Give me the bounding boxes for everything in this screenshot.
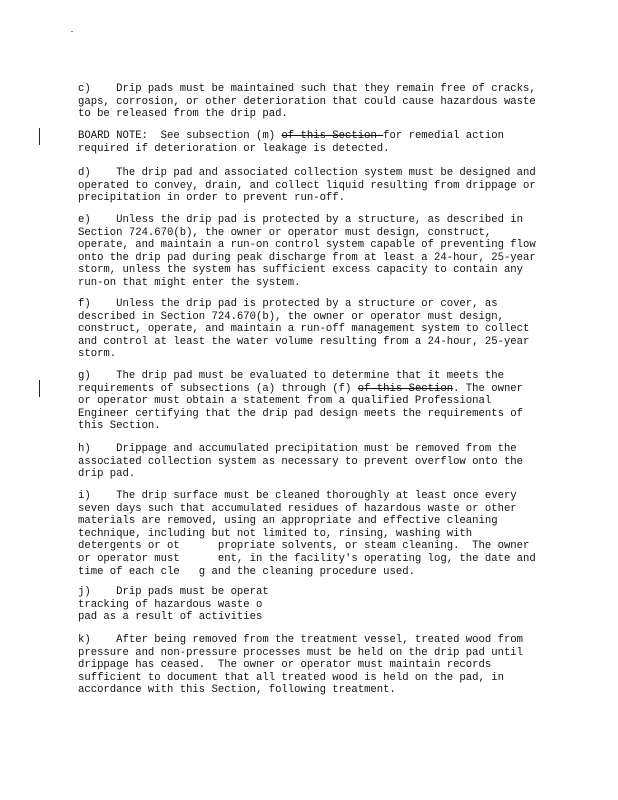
paragraph-line: drippage has ceased. The owner or operator must maintain records <box>78 659 492 672</box>
paragraph-line: storm. <box>78 348 117 361</box>
paragraph-line: g) The drip pad must be evaluated to determine that it meets the <box>78 370 504 382</box>
paragraph-line: run-on that might enter the system. <box>78 276 301 289</box>
paragraph-e <box>78 214 548 290</box>
paragraph-line: h) Drippage and accumulated precipitation must be removed from the <box>78 443 517 455</box>
paragraph-text: . The owner <box>453 382 524 395</box>
paragraph-text: requirements of subsections (a) through (f) <box>78 382 358 395</box>
paragraph-line: d) The drip pad and associated collection system must be designed and <box>78 167 536 179</box>
paragraph-line: and control at least the water volume resulting from a 24-hour, 25-year <box>78 335 530 348</box>
revision-bar-board-note <box>39 128 40 145</box>
paragraph-j <box>78 586 548 624</box>
paragraph-line: c) Drip pads must be maintained such that they remain free of cracks, <box>78 83 536 95</box>
paragraph-line: construct, operate, and maintain a run-off management system to collect <box>78 323 530 336</box>
paragraph-line: k) After being removed from the treatment vessel, treated wood from <box>78 634 524 646</box>
paragraph-line: i) The drip surface must be cleaned thoroughly at least once every <box>78 490 517 502</box>
paragraph-line: onto the drip pad during peak discharge from at least a 24-hour, 25-year <box>78 251 536 264</box>
paragraph-line: pressure and non-pressure processes must be held on the drip pad until <box>78 646 524 659</box>
paragraph-line: technique, including but not limited to, rinsing, washing with <box>78 527 473 540</box>
paragraph-line: associated collection system as necessary to prevent overflow onto the <box>78 455 524 468</box>
board-note-text: BOARD NOTE: See subsection (m) <box>78 130 282 142</box>
struck-text: of this Section <box>357 382 454 395</box>
paragraph-line: detergents or ot propriate solvents, or steam cleaning. The owner <box>78 540 530 553</box>
paragraph-line: or operator must ent, in the facility's operating log, the date and <box>78 552 536 565</box>
paragraph-line: Engineer certifying that the drip pad design meets the requirements of <box>78 407 524 420</box>
paragraph-line: f) Unless the drip pad is protected by a structure or cover, as <box>78 298 498 310</box>
paragraph-h <box>78 443 548 481</box>
paragraph-k <box>78 634 548 697</box>
paragraph-f <box>78 298 548 361</box>
struck-text: of this Section <box>281 130 384 142</box>
paragraph-line: sufficient to document that all treated wood is held on the pad, in <box>78 671 504 684</box>
paragraph-line: j) Drip pads must be operat <box>78 586 269 598</box>
paragraph-line: operate, and maintain a run-on control system capable of preventing flow <box>78 239 536 252</box>
paragraph-i <box>78 490 548 578</box>
revision-bar-paragraph-g <box>39 380 40 397</box>
scan-speck <box>71 31 73 32</box>
paragraph-line: precipitation in order to prevent run-off. <box>78 192 346 205</box>
paragraph-line: pad as a result of activities <box>78 611 263 624</box>
board-note <box>78 130 548 155</box>
paragraph-line: described in Section 724.670(b), the owner or operator must design, <box>78 310 504 323</box>
paragraph-d <box>78 167 548 205</box>
paragraph-line: operated to convey, drain, and collect liquid resulting from drippage or <box>78 179 536 192</box>
paragraph-line: e) Unless the drip pad is protected by a structure, as described in <box>78 214 524 226</box>
paragraph-line: this Section. <box>78 420 161 433</box>
paragraph-line: materials are removed, using an appropriate and effective cleaning <box>78 515 498 528</box>
paragraph-g-line-2 <box>78 383 548 396</box>
paragraph-line: drip pad. <box>78 468 136 481</box>
board-note-line-1 <box>78 130 548 143</box>
board-note-text: for remedial action <box>383 130 504 142</box>
paragraph-line: Section 724.670(b), the owner or operator must design, construct, <box>78 226 492 239</box>
paragraph-line: gaps, corrosion, or other deterioration that could cause hazardous waste <box>78 95 536 108</box>
paragraph-c <box>78 83 548 121</box>
paragraph-line: storm, unless the system has sufficient excess capacity to contain any <box>78 264 524 277</box>
paragraph-line: seven days such that accumulated residues of hazardous waste or other <box>78 502 517 515</box>
paragraph-line: required if deterioration or leakage is detected. <box>78 142 390 155</box>
paragraph-line: accordance with this Section, following treatment. <box>78 684 396 697</box>
paragraph-line: tracking of hazardous waste o <box>78 598 263 611</box>
paragraph-line: to be released from the drip pad. <box>78 108 288 121</box>
paragraph-g <box>78 370 548 433</box>
paragraph-line: or operator must obtain a statement from a qualified Professional <box>78 395 492 408</box>
paragraph-line: time of each cle g and the cleaning procedure used. <box>78 565 415 578</box>
